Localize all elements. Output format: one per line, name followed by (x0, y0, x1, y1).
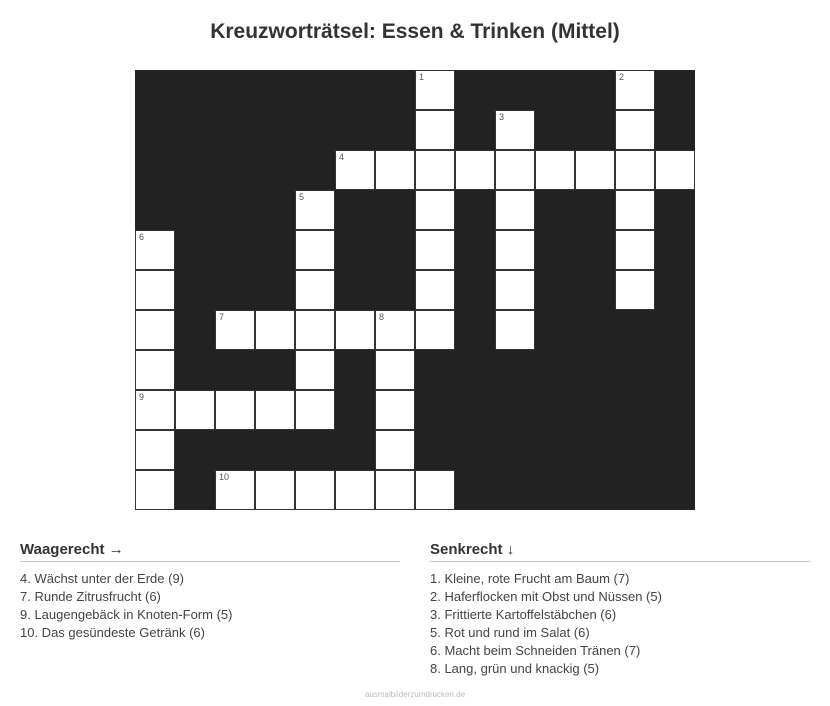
clue-item: 7. Runde Zitrusfrucht (6) (20, 589, 161, 604)
clue-number: 8 (379, 312, 385, 322)
clue-item: 4. Wächst unter der Erde (9) (20, 571, 185, 586)
grid-cell[interactable] (415, 230, 455, 270)
grid-cell[interactable] (375, 390, 415, 430)
across-clue-list (20, 570, 400, 642)
grid-cell[interactable] (615, 190, 655, 230)
grid-cell[interactable] (375, 470, 415, 510)
grid-cell[interactable] (375, 430, 415, 470)
clue-item: 9. Laugengebäck in Knoten-Form (5) (20, 607, 233, 622)
grid-cell[interactable] (375, 350, 415, 390)
grid-cell[interactable] (295, 470, 335, 510)
page-title: Kreuzworträtsel: Essen & Trinken (Mittel) (210, 20, 620, 43)
grid-cell[interactable] (495, 270, 535, 310)
grid-cell[interactable] (215, 390, 255, 430)
grid-cell[interactable] (615, 150, 655, 190)
across-clues (20, 540, 400, 642)
grid-cell[interactable] (255, 470, 295, 510)
grid-cell[interactable] (415, 110, 455, 150)
clue-number: 5 (299, 192, 305, 202)
grid-cell[interactable] (295, 190, 335, 230)
grid-cell[interactable] (135, 310, 175, 350)
grid-cell[interactable] (135, 430, 175, 470)
grid-cell[interactable] (335, 150, 375, 190)
grid-cell[interactable] (415, 190, 455, 230)
grid-cell[interactable] (495, 230, 535, 270)
grid-cell[interactable] (535, 150, 575, 190)
clue-item: 5. Rot und rund im Salat (6) (430, 625, 590, 640)
grid-cell[interactable] (415, 310, 455, 350)
grid-cell[interactable] (495, 110, 535, 150)
clue-number: 9 (139, 392, 145, 402)
grid-cell[interactable] (655, 150, 695, 190)
grid-cell[interactable] (615, 270, 655, 310)
across-heading: Waagerecht → (20, 540, 400, 562)
clue-number: 3 (499, 112, 505, 122)
grid-cell[interactable] (215, 310, 255, 350)
clue-number: 7 (219, 312, 225, 322)
grid-cell[interactable] (615, 70, 655, 110)
grid-cell[interactable] (295, 230, 335, 270)
grid-cell[interactable] (335, 470, 375, 510)
grid-cell[interactable] (295, 390, 335, 430)
grid-cell[interactable] (615, 230, 655, 270)
clue-item: 3. Frittierte Kartoffelstäbchen (6) (430, 607, 617, 622)
grid-cell[interactable] (135, 390, 175, 430)
grid-cell[interactable] (135, 350, 175, 390)
grid-cell[interactable] (255, 310, 295, 350)
grid-cell[interactable] (375, 150, 415, 190)
clue-number: 4 (339, 152, 345, 162)
grid-cell[interactable] (335, 310, 375, 350)
grid-cell[interactable] (495, 190, 535, 230)
grid-cell[interactable] (455, 150, 495, 190)
grid-cell[interactable] (135, 230, 175, 270)
clue-number: 6 (139, 232, 145, 242)
grid-cell[interactable] (415, 70, 455, 110)
clue-item: 6. Macht beim Schneiden Tränen (7) (430, 643, 641, 658)
grid-cell[interactable] (295, 270, 335, 310)
crossword-grid (135, 70, 695, 510)
clue-number: 1 (419, 72, 425, 82)
grid-cell[interactable] (495, 310, 535, 350)
grid-cell[interactable] (175, 390, 215, 430)
grid-cell[interactable] (135, 470, 175, 510)
clue-number: 2 (619, 72, 625, 82)
clue-item: 1. Kleine, rote Frucht am Baum (7) (430, 571, 630, 586)
grid-cell[interactable] (295, 350, 335, 390)
grid-cell[interactable] (415, 270, 455, 310)
grid-cell[interactable] (295, 310, 335, 350)
grid-cell[interactable] (255, 390, 295, 430)
grid-cell[interactable] (375, 310, 415, 350)
footer-credit: ausmalbilderzumdrucken.de (364, 690, 466, 699)
grid-cell[interactable] (415, 470, 455, 510)
grid-cell[interactable] (215, 470, 255, 510)
grid-cell[interactable] (615, 110, 655, 150)
grid-cell[interactable] (575, 150, 615, 190)
grid-cell[interactable] (415, 150, 455, 190)
down-heading: Senkrecht ↓ (430, 540, 810, 562)
grid-cell[interactable] (495, 150, 535, 190)
clue-number: 10 (219, 472, 230, 482)
grid-cell[interactable] (135, 270, 175, 310)
clue-item: 2. Haferflocken mit Obst und Nüssen (5) (430, 589, 662, 604)
clue-item: 10. Das gesündeste Getränk (6) (20, 625, 205, 640)
down-clue-list (430, 570, 810, 678)
clue-item: 8. Lang, grün und knackig (5) (430, 661, 600, 676)
down-clues (430, 540, 810, 678)
